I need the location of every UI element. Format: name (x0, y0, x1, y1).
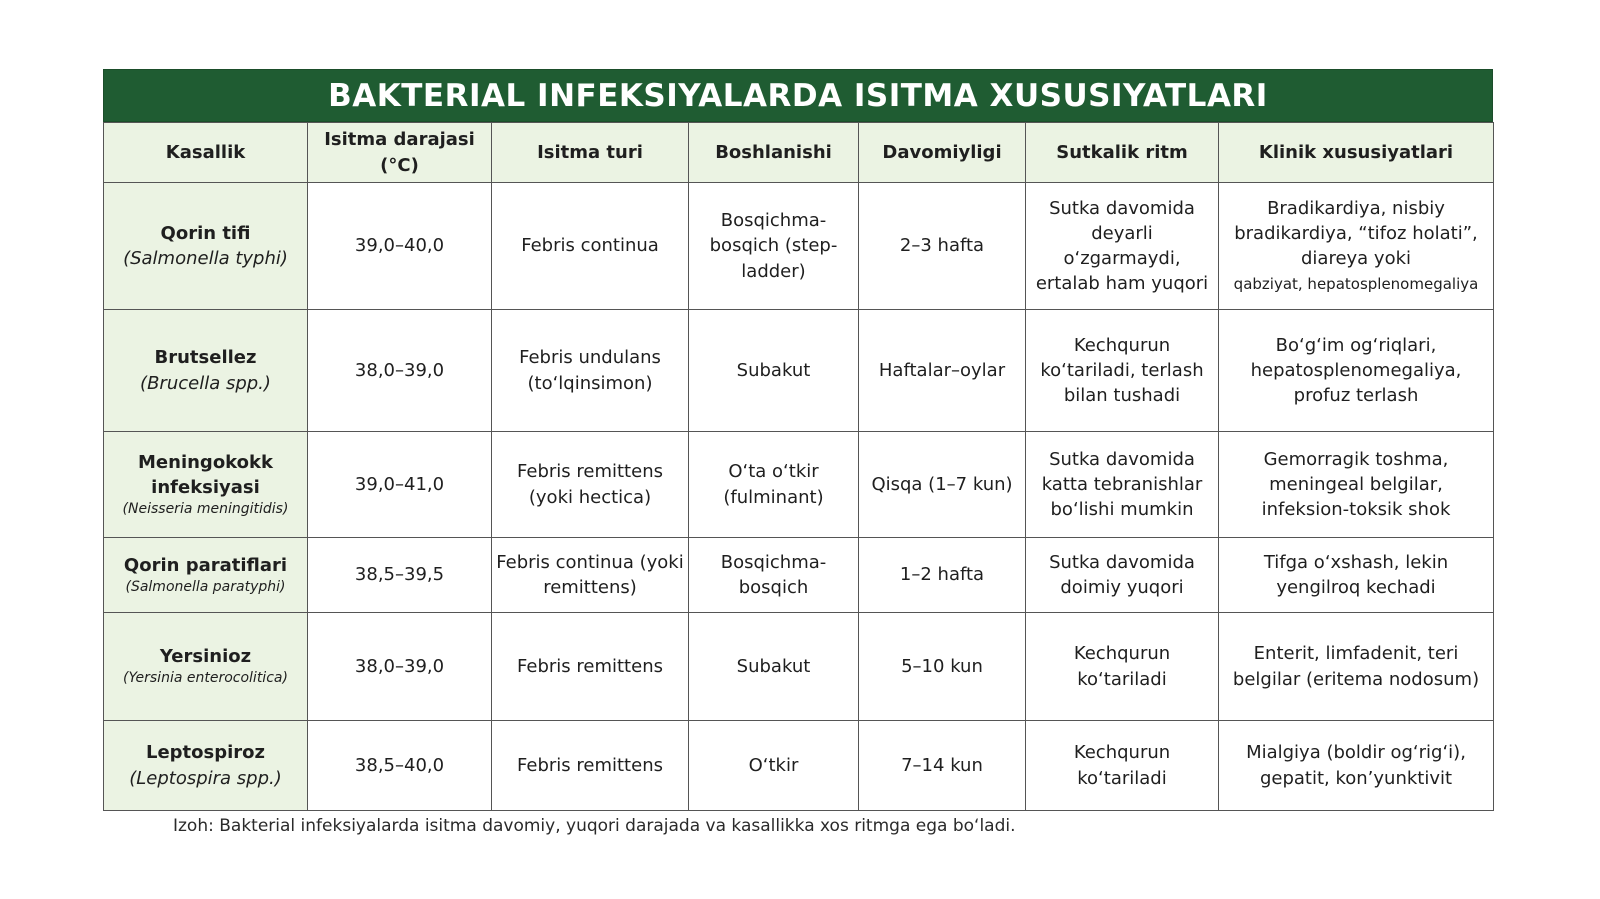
table-row (104, 721, 1494, 811)
type-cell: Febris continua (492, 183, 689, 310)
rhythm-cell: Sutka davomida doimiy yuqori (1026, 538, 1219, 613)
degree-cell: 38,5–40,0 (308, 721, 492, 811)
rhythm-cell: Kechqurun ko‘tariladi (1026, 613, 1219, 721)
table-row (104, 613, 1494, 721)
rhythm-cell: Sutka davomida deyarli o‘zgarmaydi, ertalab ham yuqori (1026, 183, 1219, 310)
type-cell: Febris undulans (to‘lqinsimon) (492, 310, 689, 432)
disease-name: Yersinioz (159, 646, 252, 668)
onset-cell: Bosqichma-bosqich (689, 538, 859, 613)
duration-cell: 2–3 hafta (859, 183, 1026, 310)
header-rhythm: Sutkalik ritm (1026, 123, 1219, 183)
clinical-text-small: qabziyat, hepatosplenomegaliya (1233, 275, 1479, 294)
degree-cell: 38,0–39,0 (308, 310, 492, 432)
disease-latin: (Salmonella typhi) (123, 248, 288, 269)
table-title: BAKTERIAL INFEKSIYALARDA ISITMA XUSUSIYATLARI (103, 69, 1493, 122)
header-type: Isitma turi (492, 123, 689, 183)
header-onset: Boshlanishi (689, 123, 859, 183)
clinical-cell (1219, 183, 1494, 310)
header-degree-label: Isitma darajasi (324, 129, 475, 151)
duration-cell: 7–14 kun (859, 721, 1026, 811)
header-degree (308, 123, 492, 183)
table-note: Izoh: Bakterial infeksiyalarda isitma davomiy, yuqori darajada va kasallikka xos ritmga ega bo‘ladi. (173, 816, 1016, 836)
disease-cell (104, 613, 308, 721)
header-row (104, 123, 1494, 183)
disease-cell (104, 432, 308, 538)
onset-cell: Bosqichma-bosqich (step-ladder) (689, 183, 859, 310)
disease-name: Brutsellez (154, 347, 257, 369)
onset-cell: O‘ta o‘tkir (fulminant) (689, 432, 859, 538)
duration-cell: Haftalar–oylar (859, 310, 1026, 432)
disease-latin: (Brucella spp.) (140, 372, 271, 394)
disease-latin: (Yersinia enterocolitica) (123, 670, 288, 687)
onset-cell: Subakut (689, 613, 859, 721)
duration-cell: Qisqa (1–7 kun) (859, 432, 1026, 538)
onset-cell: Subakut (689, 310, 859, 432)
fever-table-figure (103, 69, 1493, 811)
disease-name: Qorin tifi (160, 222, 251, 244)
disease-latin: (Neisseria meningitidis) (122, 500, 289, 517)
table-row (104, 538, 1494, 613)
disease-name: Leptospiroz (145, 742, 266, 764)
duration-cell: 5–10 kun (859, 613, 1026, 721)
disease-cell (104, 538, 308, 613)
clinical-cell: Bo‘g‘im og‘riqlari, hepatosplenomegaliya, profuz terlash (1219, 310, 1494, 432)
degree-cell: 39,0–41,0 (308, 432, 492, 538)
header-duration: Davomiyligi (859, 123, 1026, 183)
disease-latin: (Salmonella paratyphi) (125, 578, 286, 595)
disease-cell (104, 183, 308, 310)
header-degree-unit: (°C) (380, 154, 419, 176)
header-clinical: Klinik xususiyatlari (1219, 123, 1494, 183)
rhythm-cell: Sutka davomida katta tebranishlar bo‘lishi mumkin (1026, 432, 1219, 538)
disease-latin: (Leptospira spp.) (129, 767, 282, 789)
degree-cell: 39,0–40,0 (308, 183, 492, 310)
rhythm-cell: Kechqurun ko‘tariladi, terlash bilan tushadi (1026, 310, 1219, 432)
rhythm-cell: Kechqurun ko‘tariladi (1026, 721, 1219, 811)
degree-cell: 38,5–39,5 (308, 538, 492, 613)
clinical-cell: Enterit, limfadenit, teri belgilar (eritema nodosum) (1219, 613, 1494, 721)
type-cell: Febris remittens (492, 613, 689, 721)
clinical-cell: Gemorragik toshma, meningeal belgilar, infeksion-toksik shok (1219, 432, 1494, 538)
clinical-cell: Tifga o‘xshash, lekin yengilroq kechadi (1219, 538, 1494, 613)
type-cell: Febris continua (yoki remittens) (492, 538, 689, 613)
disease-cell (104, 310, 308, 432)
disease-name: Meningokokk infeksiyasi (138, 451, 273, 498)
onset-cell: O‘tkir (689, 721, 859, 811)
degree-cell: 38,0–39,0 (308, 613, 492, 721)
duration-cell: 1–2 hafta (859, 538, 1026, 613)
fever-table (103, 122, 1494, 811)
clinical-cell: Mialgiya (boldir og‘rig‘i), gepatit, kon’yunktivit (1219, 721, 1494, 811)
clinical-text: Bradikardiya, nisbiy bradikardiya, “tifoz holati”, diareya yoki (1234, 197, 1478, 269)
table-row (104, 432, 1494, 538)
table-row (104, 310, 1494, 432)
header-disease: Kasallik (104, 123, 308, 183)
table-row (104, 183, 1494, 310)
type-cell: Febris remittens (yoki hectica) (492, 432, 689, 538)
type-cell: Febris remittens (492, 721, 689, 811)
disease-cell (104, 721, 308, 811)
disease-name: Qorin paratiflari (123, 554, 288, 576)
